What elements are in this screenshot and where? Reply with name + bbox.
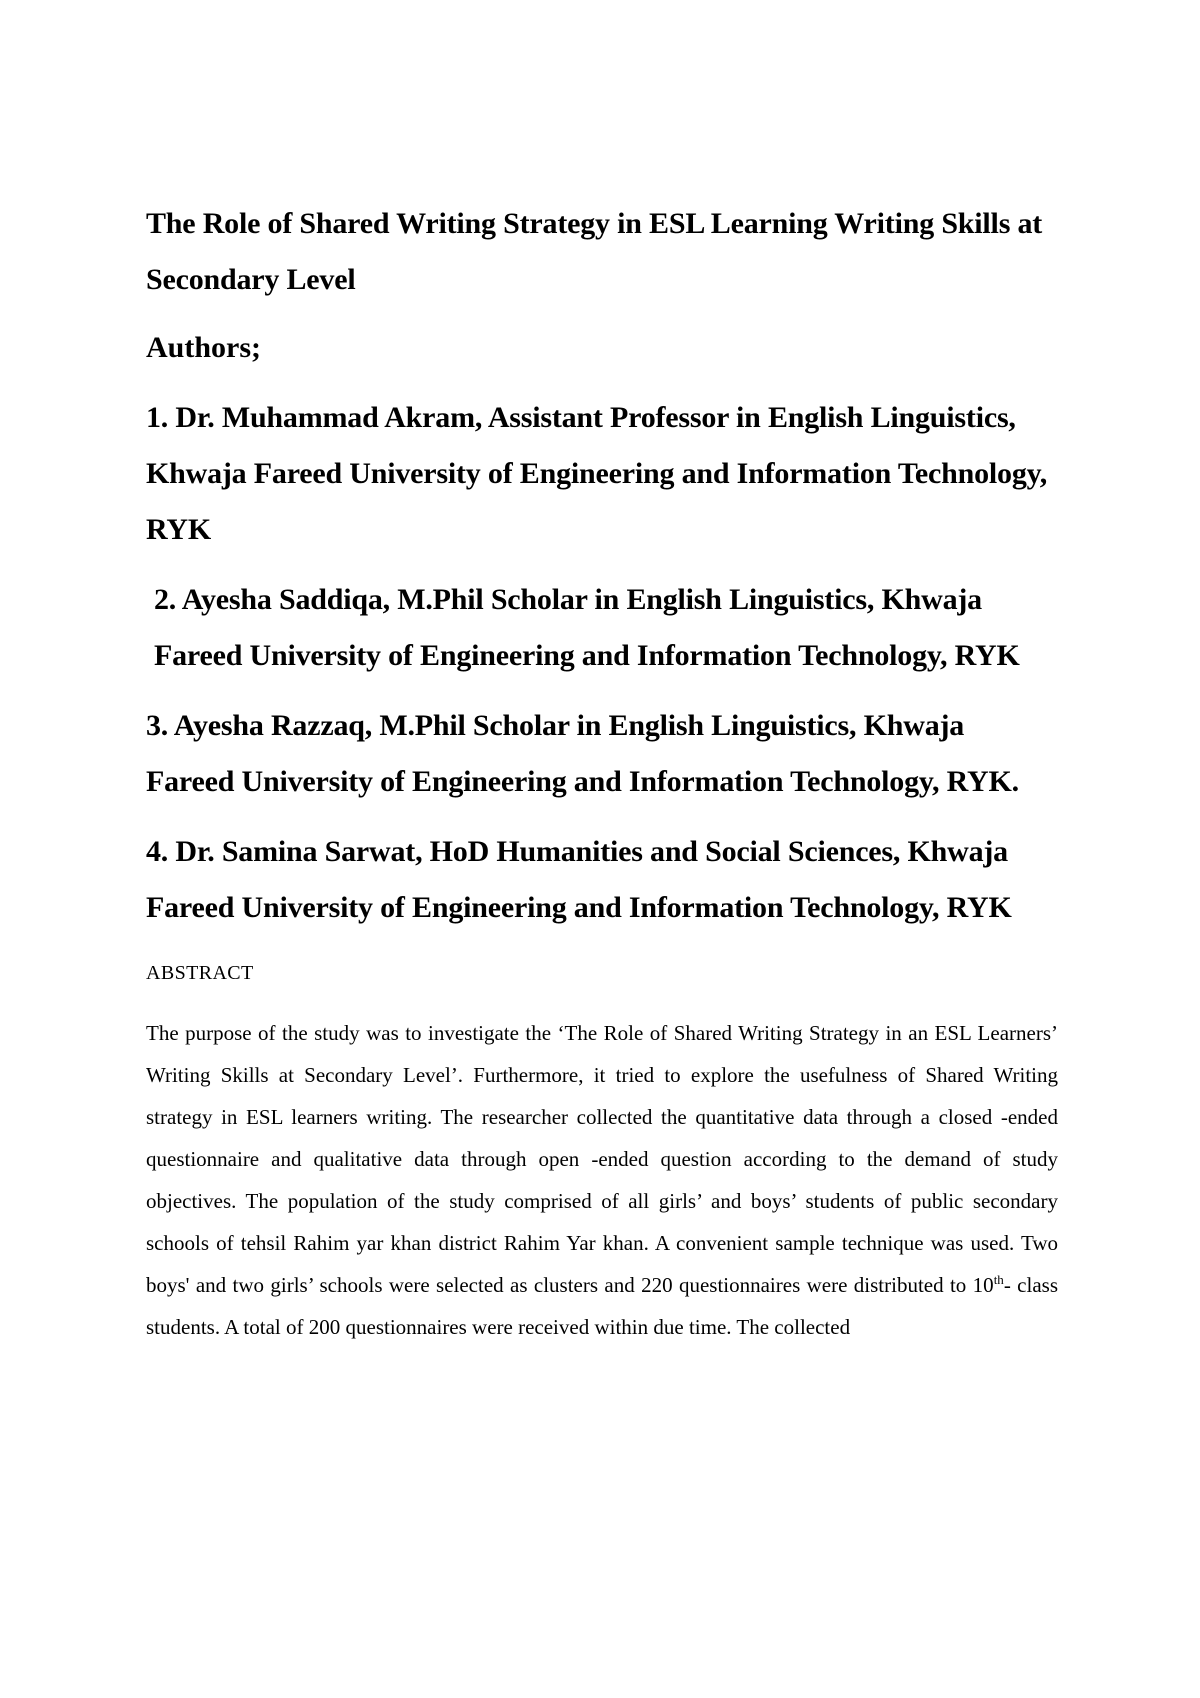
- author-3: 3. Ayesha Razzaq, M.Phil Scholar in English Linguistics, Khwaja Fareed University of Engineering and Information Technology, RYK.: [146, 709, 1019, 798]
- author-1: 1. Dr. Muhammad Akram, Assistant Professor in English Linguistics, Khwaja Fareed University of Engineering and Information Technology, RYK: [146, 401, 1048, 546]
- abstract-text-part-2: - class students. A total of 200 questionnaires were received within due time. The collected: [146, 1273, 1058, 1339]
- author-4: 4. Dr. Samina Sarwat, HoD Humanities and Social Sciences, Khwaja Fareed University of Engineering and Information Technology, RYK: [146, 835, 1012, 924]
- paper-title: The Role of Shared Writing Strategy in ESL Learning Writing Skills at Secondary Level: [146, 207, 1043, 296]
- abstract-superscript: th: [993, 1272, 1004, 1287]
- abstract-heading: ABSTRACT: [146, 962, 254, 984]
- author-2: 2. Ayesha Saddiqa, M.Phil Scholar in English Linguistics, Khwaja Fareed University of Engineering and Information Technology, RYK: [154, 583, 1020, 672]
- abstract-body: [146, 1012, 1058, 1348]
- authors-label: Authors;: [146, 331, 262, 364]
- page-content: [146, 196, 1058, 1348]
- abstract-text-part-1: The purpose of the study was to investigate the ‘The Role of Shared Writing Strategy in an ESL Learners’ Writing Skills at Secondary Level’. Furthermore, it tried to explore the usefulness of Shared Writing strategy in ESL learners writing. The researcher collected the quantitative data through a closed -ended questionnaire and qualitative data through open -ended question according to the demand of study objectives. The population of the study comprised of all girls’ and boys’ students of public secondary schools of tehsil Rahim yar khan district Rahim Yar khan. A convenient sample technique was used. Two boys' and two girls’ schools were selected as clusters and 220 questionnaires were distributed to 10: [146, 1021, 1058, 1297]
